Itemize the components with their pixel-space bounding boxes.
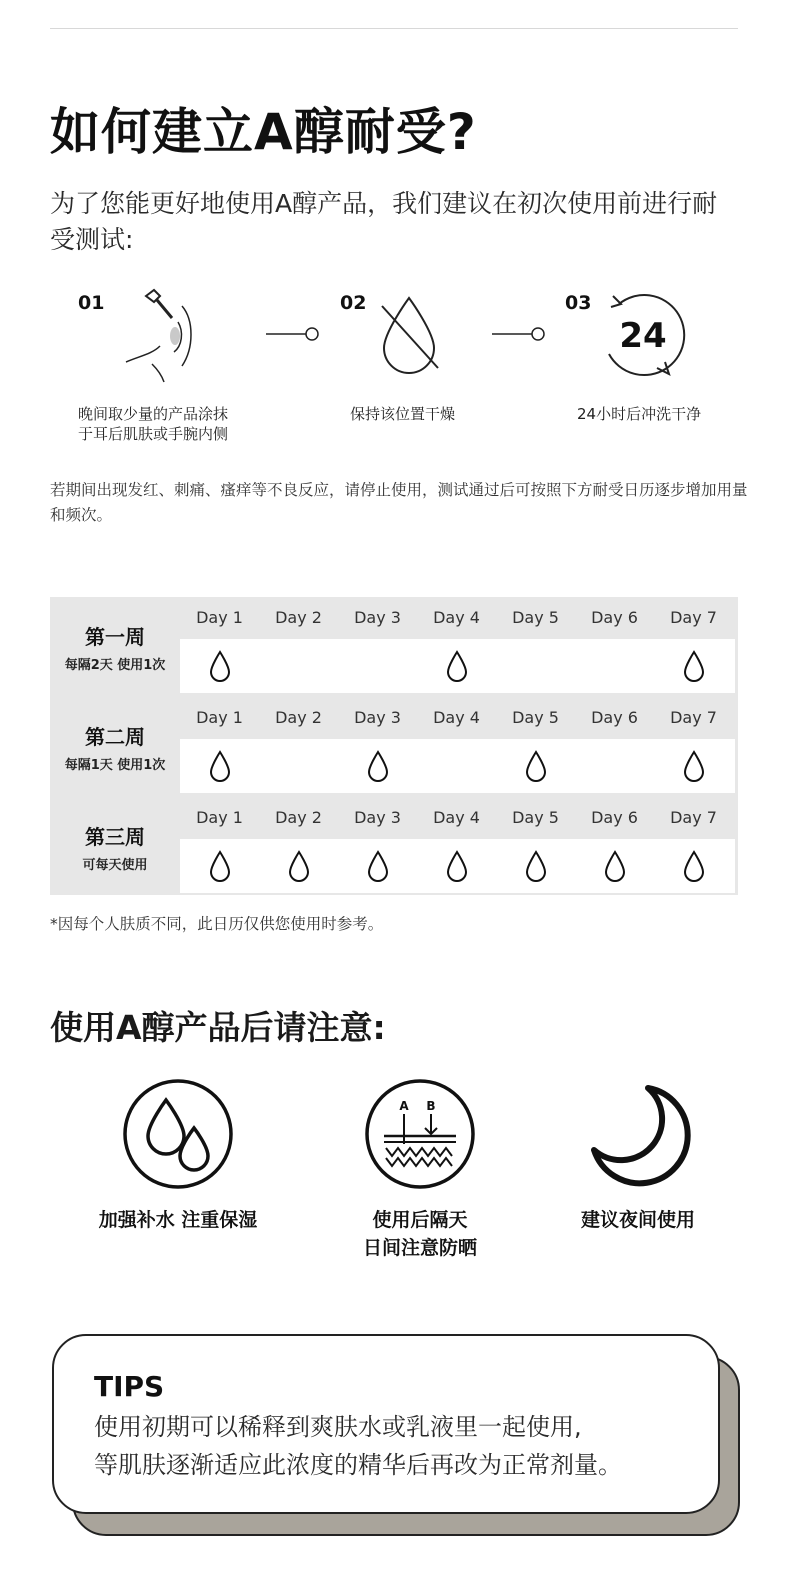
week-header (50, 797, 180, 897)
day-label: Day 3 (354, 808, 401, 827)
day-labels (180, 697, 738, 739)
day-cell (338, 839, 417, 893)
day-label: Day 6 (591, 808, 638, 827)
tips-card (52, 1334, 720, 1514)
water-drop-icon (683, 650, 705, 682)
day-cell (180, 639, 259, 693)
day-cell (575, 839, 654, 893)
week-frequency: 每隔2天 使用1次 (64, 658, 166, 673)
step-number: 01 (78, 292, 105, 314)
day-label: Day 6 (591, 708, 638, 727)
day-label: Day 1 (196, 608, 243, 627)
day-cell (417, 639, 496, 693)
day-label: Day 3 (354, 708, 401, 727)
week-name: 第一周 (85, 625, 145, 649)
step-number: 02 (340, 292, 367, 314)
day-cell (575, 639, 654, 693)
day-cell (417, 739, 496, 793)
tips-title: TIPS (94, 1370, 165, 1403)
step-2 (340, 286, 500, 446)
water-drop-icon (209, 750, 231, 782)
day-label: Day 7 (670, 808, 717, 827)
calendar-note: *因每个人肤质不同，此日历仅供您使用时参考。 (50, 915, 384, 933)
water-drop-icon (209, 650, 231, 682)
top-divider (50, 28, 738, 29)
day-cell (654, 739, 733, 793)
water-drop-icon (288, 850, 310, 882)
24-hour-clock-icon (599, 290, 689, 382)
day-label: Day 4 (433, 808, 480, 827)
tolerance-calendar (50, 597, 738, 895)
intro-text: 为了您能更好地使用A醇产品，我们建议在初次使用前进行耐受测试: (50, 189, 718, 254)
water-drop-icon (683, 750, 705, 782)
day-cell (496, 839, 575, 893)
tips-text (94, 1408, 694, 1484)
day-label: Day 7 (670, 608, 717, 627)
uvb-label: B (426, 1099, 436, 1113)
day-label: Day 5 (512, 608, 559, 627)
usage-row (180, 839, 735, 893)
dropper-ear-icon (122, 286, 202, 386)
week-name: 第二周 (85, 725, 145, 749)
care-label: 建议夜间使用 (580, 1209, 695, 1231)
day-label: Day 1 (196, 808, 243, 827)
uv-skin-icon (364, 1078, 476, 1190)
day-label: Day 2 (275, 708, 322, 727)
water-drop-icon (604, 850, 626, 882)
day-cell (654, 639, 733, 693)
day-cell (575, 739, 654, 793)
water-drop-icon (367, 750, 389, 782)
no-water-drop-icon (374, 292, 444, 374)
care-label: 日间注意防晒 (362, 1237, 477, 1259)
care-item-sunscreen (320, 1078, 520, 1259)
day-cell (180, 739, 259, 793)
day-cell (417, 839, 496, 893)
warning-text: 若期间出现发红、刺痛、瘙痒等不良反应，请停止使用，测试通过后可按照下方耐受日历逐步增加用量和频次。 (50, 481, 748, 524)
tips-line: 使用初期可以稀释到爽肤水或乳液里一起使用, (94, 1413, 582, 1441)
day-label: Day 3 (354, 608, 401, 627)
step-3 (565, 286, 735, 446)
care-label: 加强补水 注重保湿 (98, 1209, 258, 1231)
week-name: 第三周 (85, 825, 145, 849)
tips-line: 等肌肤逐渐适应此浓度的精华后再改为正常剂量。 (94, 1451, 622, 1479)
care-item-hydrate (78, 1078, 278, 1231)
day-labels (180, 797, 738, 839)
step-label: 保持该位置干燥 (350, 405, 456, 423)
day-cell (496, 739, 575, 793)
week-frequency: 可每天使用 (82, 858, 148, 873)
day-label: Day 7 (670, 708, 717, 727)
week-header (50, 597, 180, 697)
day-label: Day 2 (275, 808, 322, 827)
day-label: Day 5 (512, 708, 559, 727)
water-drop-icon (525, 750, 547, 782)
day-label: Day 4 (433, 708, 480, 727)
step-label: 晚间取少量的产品涂抹 (78, 405, 229, 423)
day-labels (180, 597, 738, 639)
water-drop-icon (525, 850, 547, 882)
week-frequency: 每隔1天 使用1次 (64, 758, 166, 773)
water-drop-icon (209, 850, 231, 882)
water-drop-icon (446, 850, 468, 882)
day-label: Day 2 (275, 608, 322, 627)
water-drop-icon (446, 650, 468, 682)
week-row (50, 697, 738, 797)
week-header (50, 697, 180, 797)
water-drop-icon (683, 850, 705, 882)
page-title: 如何建立A醇耐受? (50, 103, 477, 161)
step-1 (78, 286, 268, 446)
day-cell (338, 639, 417, 693)
day-cell (654, 839, 733, 893)
step-label: 于耳后肌肤或手腕内侧 (78, 425, 229, 443)
week-row (50, 597, 738, 697)
step-connector (492, 326, 552, 342)
usage-row (180, 739, 735, 793)
day-cell (496, 639, 575, 693)
uva-label: A (399, 1099, 409, 1113)
usage-row (180, 639, 735, 693)
week-row (50, 797, 738, 897)
water-drops-icon (122, 1078, 234, 1190)
day-cell (180, 839, 259, 893)
day-label: Day 6 (591, 608, 638, 627)
day-label: Day 1 (196, 708, 243, 727)
day-cell (259, 739, 338, 793)
day-cell (338, 739, 417, 793)
care-item-night (538, 1078, 738, 1231)
day-cell (259, 639, 338, 693)
after-use-title: 使用A醇产品后请注意: (50, 1008, 386, 1047)
water-drop-icon (367, 850, 389, 882)
day-label: Day 4 (433, 608, 480, 627)
day-cell (259, 839, 338, 893)
step-connector (266, 326, 326, 342)
moon-icon (582, 1078, 694, 1190)
step-number: 03 (565, 292, 592, 314)
clock-number: 24 (619, 316, 667, 356)
day-label: Day 5 (512, 808, 559, 827)
step-label: 24小时后冲洗干净 (577, 405, 702, 423)
care-label: 使用后隔天 (372, 1209, 468, 1231)
